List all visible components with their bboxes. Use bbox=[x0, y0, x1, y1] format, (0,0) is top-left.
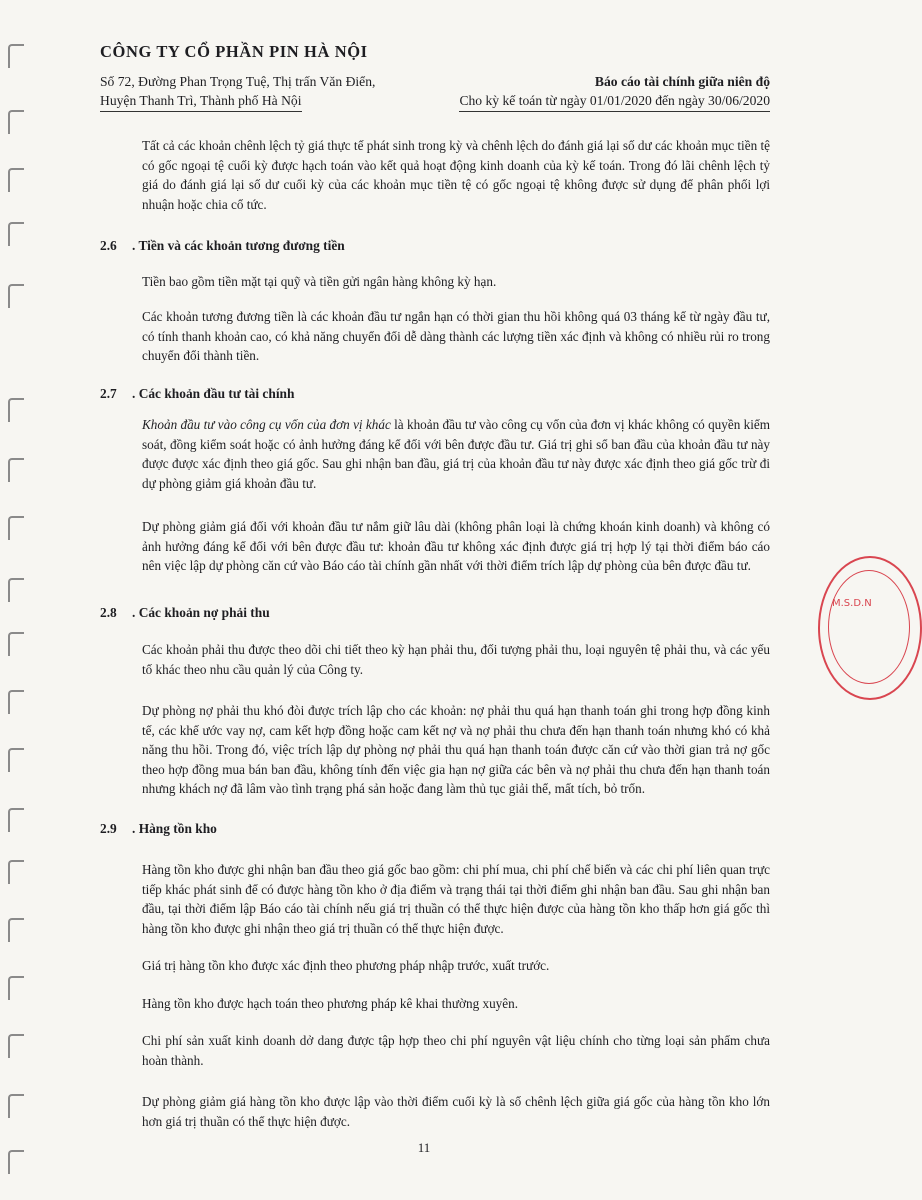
section-title: . Hàng tồn kho bbox=[132, 820, 217, 836]
paragraph: Chi phí sản xuất kinh doanh dở dang được tập hợp theo chi phí nguyên vật liệu chính cho từng loại sản phẩm chưa hoàn thành. bbox=[142, 1033, 770, 1068]
header-row-1 bbox=[100, 72, 770, 91]
section-2-6 bbox=[100, 236, 770, 366]
paragraph: Dự phòng nợ phải thu khó đòi được trích lập cho các khoản: nợ phải thu quá hạn thanh toán ghi trong hợp đồng kinh tế, các khế ước vay nợ, cam kết hợp đồng hoặc cam kết nợ và nợ phải thu chưa đến hạn thanh toán nhưng khó có khả năng thu hồi. Trong đó, việc trích lập dự phòng nợ phải thu quá hạn thanh toán được căn cứ vào thời gian trả nợ gốc theo hợp đồng mua bán ban đầu, không tính đến việc gia hạn nợ giữa các bên và nợ phải thu chưa đến hạn thanh toán nhưng khách nợ đã lâm vào tình trạng phá sản hoặc đang làm thủ tục giải thể, mất tích, bỏ trốn. bbox=[142, 703, 770, 796]
document-body bbox=[100, 136, 770, 1131]
seal-text: M.S.D.N bbox=[832, 598, 872, 609]
section-2-7 bbox=[100, 384, 770, 576]
header-row-2 bbox=[100, 91, 770, 112]
document-header bbox=[100, 42, 770, 112]
section-title: . Tiền và các khoản tương đương tiền bbox=[132, 238, 345, 253]
section-heading bbox=[100, 384, 770, 404]
section-number: 2.7 bbox=[100, 385, 117, 401]
paragraph: Hàng tồn kho được hạch toán theo phương pháp kê khai thường xuyên. bbox=[142, 995, 519, 1011]
section-heading bbox=[100, 236, 770, 256]
section-number: 2.6 bbox=[100, 238, 117, 253]
section-2-8 bbox=[100, 603, 770, 799]
company-name: CÔNG TY CỔ PHẦN PIN HÀ NỘI bbox=[100, 42, 368, 61]
section-heading bbox=[100, 819, 770, 839]
paragraph: Các khoản tương đương tiền là các khoản đầu tư ngắn hạn có thời gian thu hồi không quá 03 tháng kể từ ngày đầu tư, có tính thanh khoản cao, có khả năng chuyển đổi dễ dàng thành các lượng tiền xác định và không có nhiều rủi ro trong chuyển đổi thành tiền. bbox=[142, 309, 770, 363]
paragraph: Các khoản phải thu được theo dõi chi tiết theo kỳ hạn phải thu, đối tượng phải thu, loại nguyên tệ phải thu, và các yếu tố khác theo nhu cầu quản lý của Công ty. bbox=[142, 642, 770, 677]
paragraph: Dự phòng giảm giá đối với khoản đầu tư nắm giữ lâu dài (không phân loại là chứng khoán kinh doanh) và không có ảnh hưởng đáng kể đối với bên được đầu tư: khoản đầu tư không xác định được giá trị hợp lý tại thời điểm báo cáo nên việc lập dự phòng căn cứ vào Báo cáo tài chính gần nhất với thời điểm trích lập dự phòng của bên được đầu tư. bbox=[142, 519, 770, 573]
italic-term: Khoản đầu tư vào công cụ vốn của đơn vị khác bbox=[142, 417, 391, 432]
address-line-2: Huyện Thanh Trì, Thành phố Hà Nội bbox=[100, 91, 302, 112]
paragraph: Tiền bao gồm tiền mặt tại quỹ và tiền gửi ngân hàng không kỳ hạn. bbox=[142, 273, 497, 289]
section-title: . Các khoản đầu tư tài chính bbox=[132, 385, 295, 401]
intro-paragraph: Tất cả các khoản chênh lệch tỷ giá thực tế phát sinh trong kỳ và chênh lệch do đánh giá lại số dư các khoản mục tiền tệ có gốc ngoại tệ cuối kỳ được hạch toán vào kết quả hoạt động kinh doanh của kỳ kế toán. Trong đó lãi chênh lệch tỷ giá do đánh giá lại số dư cuối kỳ của các khoản mục tiền tệ có gốc ngoại tệ không được sử dụng để phân phối lợi nhuận hoặc chia cổ tức. bbox=[142, 138, 770, 212]
paragraph-text: là khoản đầu tư vào công cụ vốn của đơn vị khác không có quyền kiểm soát, đồng kiểm soát hoặc có ảnh hưởng đáng kể đối với bên được đầu tư. Giá trị ghi sổ ban đầu của khoản đầu tư này được được xác định theo giá gốc. Sau ghi nhận ban đầu, giá trị của khoản đầu tư này được xác định theo giá gốc trừ đi dự phòng giảm giá khoản đầu tư. bbox=[142, 417, 770, 491]
paragraph: Giá trị hàng tồn kho được xác định theo phương pháp nhập trước, xuất trước. bbox=[142, 958, 550, 973]
section-heading bbox=[100, 603, 770, 623]
report-title: Báo cáo tài chính giữa niên độ bbox=[594, 74, 770, 89]
paragraph: Hàng tồn kho được ghi nhận ban đầu theo giá gốc bao gồm: chi phí mua, chi phí chế biến và các chi phí liên quan trực tiếp khác phát sinh để có được hàng tồn kho ở địa điểm và trạng thái tại thời điểm ghi nhận ban đầu. Sau ghi nhận ban đầu, tại thời điểm lập Báo cáo tài chính nếu giá trị thuần có thể thực hiện được của hàng tồn kho thấp hơn giá gốc thì hàng tồn kho được ghi nhận theo giá trị thuần có thể thực hiện được. bbox=[142, 862, 770, 936]
binding-rings bbox=[0, 0, 40, 1200]
paragraph: Dự phòng giảm giá hàng tồn kho được lập vào thời điểm cuối kỳ là số chênh lệch giữa giá gốc của hàng tồn kho lớn hơn giá trị thuần có thể thực hiện được. bbox=[142, 1094, 770, 1129]
section-number: 2.8 bbox=[100, 604, 117, 620]
address-line-1: Số 72, Đường Phan Trọng Tuệ, Thị trấn Văn Điển, bbox=[100, 74, 376, 89]
page-number: 11 bbox=[417, 1140, 431, 1155]
report-period: Cho kỳ kế toán từ ngày 01/01/2020 đến ngày 30/06/2020 bbox=[459, 91, 770, 112]
paragraph bbox=[142, 415, 770, 493]
section-number: 2.9 bbox=[100, 820, 117, 836]
section-title: . Các khoản nợ phải thu bbox=[132, 604, 270, 620]
section-2-9 bbox=[100, 819, 770, 1132]
company-seal bbox=[818, 556, 922, 700]
